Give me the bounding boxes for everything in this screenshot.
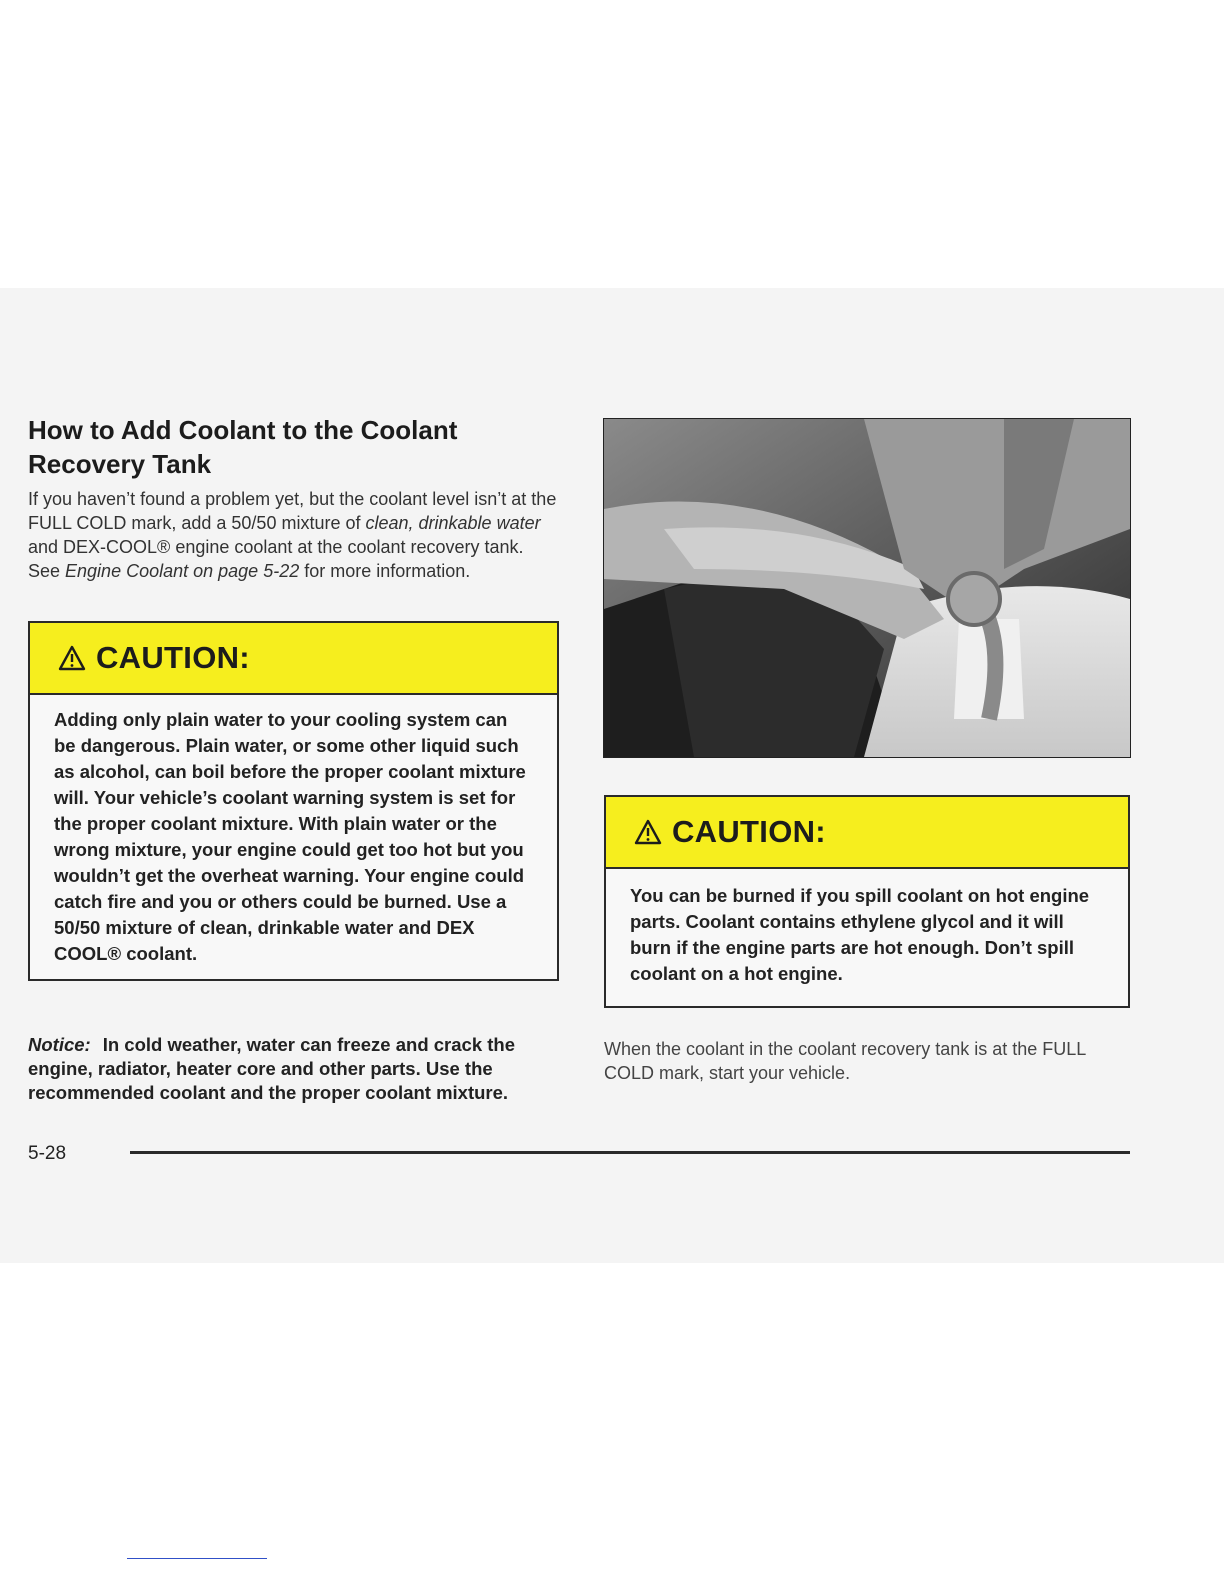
photo-illustration — [604, 419, 1130, 757]
intro-text-1: If you haven’t found a problem yet, but the coolant level isn’t at the FULL COLD mark, add a 50/50 mixture of — [28, 489, 557, 533]
link-underline — [127, 1558, 267, 1559]
caution-box-hot-coolant — [604, 795, 1130, 1008]
caution-body: Adding only plain water to your cooling system can be dangerous. Plain water, or some other liquid such as alcohol, can boil before the proper coolant mixture will. Your vehicle’s coolant warning system is set for the proper coolant mixture. With plain water or the wrong mixture, your engine could get too hot but you wouldn’t get the overheat warning. Your engine could catch fire and you or others could be burned. Use a 50/50 mixture of clean, drinkable water and DEX COOL® coolant. — [54, 709, 526, 964]
intro-paragraph — [28, 487, 558, 583]
left-column-text — [28, 413, 558, 583]
notice-paragraph — [28, 1033, 563, 1105]
engine-coolant-reference: Engine Coolant on page 5-22 — [65, 561, 300, 581]
warning-triangle-icon — [634, 819, 662, 845]
intro-italic-1: clean, drinkable water — [365, 513, 541, 533]
intro-text-2: and DEX-COOL® engine coolant at the coolant recovery tank. See — [28, 537, 524, 581]
coolant-pouring-photo — [603, 418, 1131, 758]
warning-triangle-icon — [58, 645, 86, 671]
footer-rule — [130, 1151, 1130, 1154]
notice-text: In cold weather, water can freeze and crack the engine, radiator, heater core and other parts. Use the recommended coolant and the proper coolant mixture. — [28, 1034, 516, 1103]
caution-box-plain-water — [28, 621, 559, 981]
section-heading: How to Add Coolant to the Coolant Recovery Tank — [28, 415, 458, 479]
caution-title: CAUTION: — [96, 640, 250, 675]
caution-body: You can be burned if you spill coolant on hot engine parts. Coolant contains ethylene glycol and it will burn if the engine parts are hot enough. Don’t spill coolant on a hot engine. — [630, 885, 1090, 984]
intro-text-3: for more information. — [299, 561, 471, 581]
start-vehicle-paragraph: When the coolant in the coolant recovery tank is at the FULL COLD mark, start your vehicle. — [604, 1039, 1086, 1083]
caution-title: CAUTION: — [672, 814, 826, 849]
caution-header — [30, 623, 557, 695]
caution-header — [606, 797, 1128, 869]
page-number: 5-28 — [28, 1143, 67, 1164]
notice-label: Notice: — [28, 1034, 91, 1055]
